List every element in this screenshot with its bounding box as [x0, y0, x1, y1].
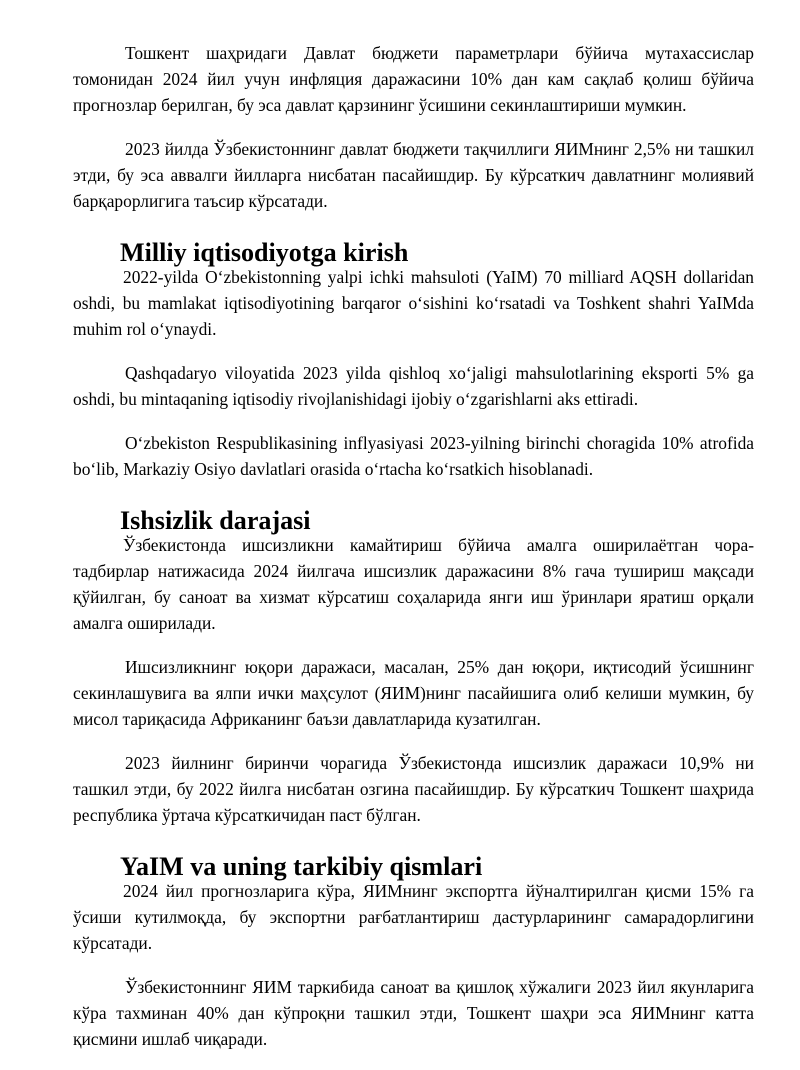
- paragraph: Qashqadaryo viloyatida 2023 yilda qishloq xoʻjaligi mahsulotlarining eksporti 5% ga oshdi, bu mintaqaning iqtisodiy rivojlanishidagi ijobiy oʻzgarishlarni aks ettiradi.: [73, 363, 754, 409]
- paragraph: Тошкент шаҳридаги Давлат бюджети параметрлари бўйича мутахассислар томонидан 2024 йил учун инфляция даражасини 10% дан кам сақлаб қолиш бўйича прогнозлар берилган, бу эса давлат қарзининг ўсишини секинлаштириши мумкин.: [73, 43, 754, 115]
- section-heading: Milliy iqtisodiyotga kirish: [120, 238, 409, 267]
- paragraph: Oʻzbekiston Respublikasining inflyasiyasi 2023-yilning birinchi choragida 10% atrofida boʻlib, Markaziy Osiyo davlatlari orasida oʻrtacha koʻrsatkich hisoblanadi.: [73, 433, 754, 479]
- paragraph: 2023 йилда Ўзбекистоннинг давлат бюджети тақчиллиги ЯИМнинг 2,5% ни ташкил этди, бу эса аввалги йилларга нисбатан пасайишдир. Бу кўрсаткич давлатнинг молиявий барқарорлигига таъсир кўрсатади.: [73, 139, 754, 211]
- section-heading: YaIM va uning tarkibiy qismlari: [120, 852, 483, 881]
- paragraph: Ўзбекистонда ишсизликни камайтириш бўйича амалга оширилаётган чора-тадбирлар натижасида 2024 йилгача ишсизлик даражасини 8% гача тушириш мақсади қўйилган, бу саноат ва хизмат кўрсатиш соҳаларида янги иш ўринлари яратиш орқали амалга оширилади.: [73, 535, 754, 633]
- paragraph: 2023 йилнинг биринчи чорагида Ўзбекистонда ишсизлик даражаси 10,9% ни ташкил этди, бу 2022 йилга нисбатан озгина пасайишдир. Бу кўрсаткич Тошкент шаҳрида республика ўртача кўрсаткичидан паст бўлган.: [73, 753, 754, 825]
- paragraph: Ишсизликнинг юқори даражаси, масалан, 25% дан юқори, иқтисодий ўсишнинг секинлашувига ва ялпи ички маҳсулот (ЯИМ)нинг пасайишига олиб келиши мумкин, бу мисол тариқасида Африканинг баъзи давлатларида кузатилган.: [73, 657, 754, 729]
- paragraph: 2022-yilda Oʻzbekistonning yalpi ichki mahsuloti (YaIM) 70 milliard AQSH dollaridan oshdi, bu mamlakat iqtisodiyotining barqaror oʻsishini koʻrsatadi va Toshkent shahri YaIMda muhim rol oʻynaydi.: [73, 267, 754, 339]
- section-heading: Ishsizlik darajasi: [120, 506, 311, 535]
- document-page: [73, 40, 754, 1070]
- paragraph: Ўзбекистоннинг ЯИМ таркибида саноат ва қишлоқ хўжалиги 2023 йил якунларига кўра тахминан 40% дан кўпроқни ташкил этди, Тошкент шаҳри эса ЯИМнинг катта қисмини ишлаб чиқаради.: [73, 977, 754, 1049]
- paragraph: 2024 йил прогнозларига кўра, ЯИМнинг экспортга йўналтирилган қисми 15% га ўсиши кутилмоқда, бу экспортни рағбатлантириш дастурларининг самарадорлигини кўрсатади.: [73, 881, 754, 953]
